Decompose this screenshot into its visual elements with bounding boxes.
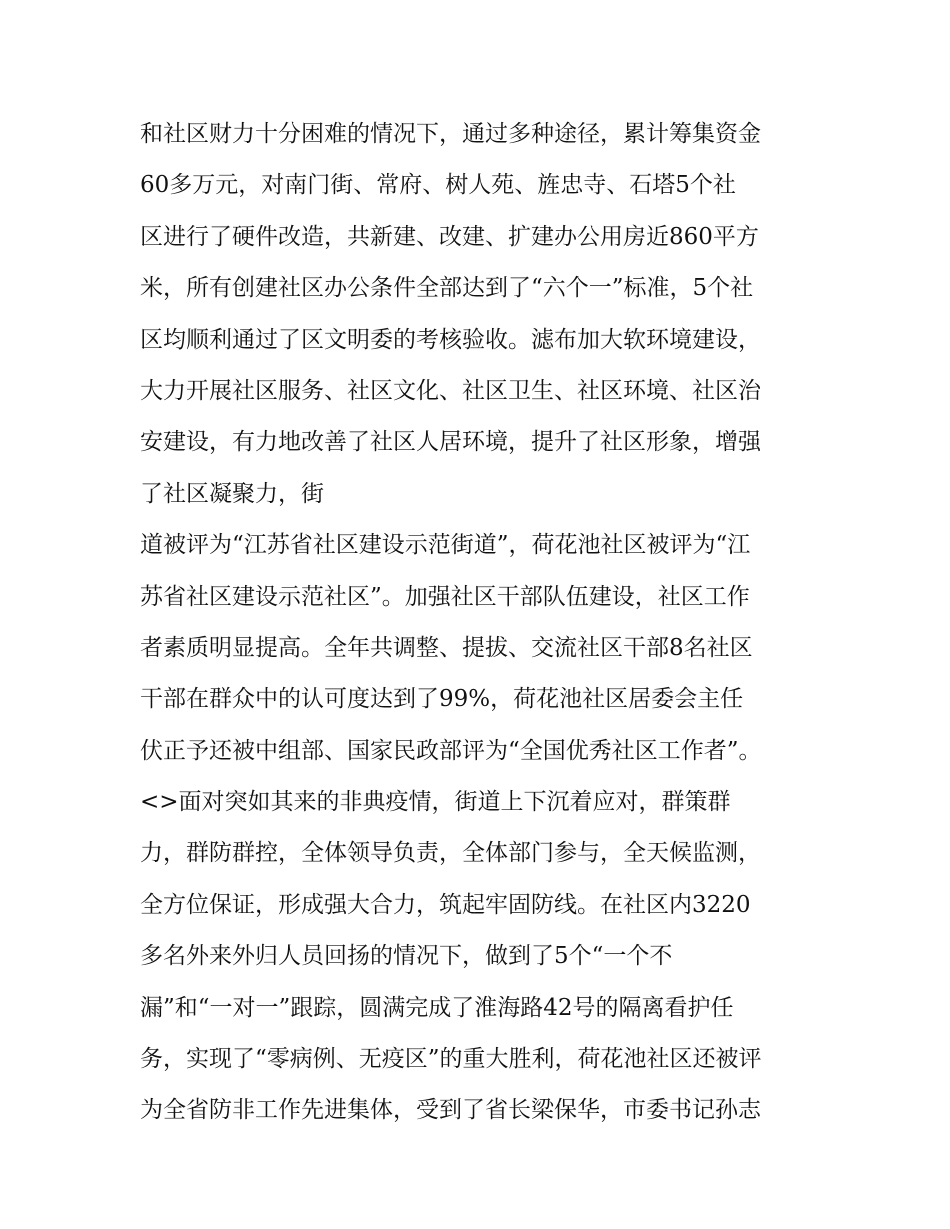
text-line: 安建设，有力地改善了社区人居环境，提升了社区形象，增强 xyxy=(140,429,761,456)
text-line: 区均顺利通过了区文明委的考核验收。滤布加大软环境建设， xyxy=(140,326,761,353)
text-line: 米，所有创建社区办公条件全部达到了“六个一”标准，5个社 xyxy=(140,275,754,302)
text-line: 多名外来外归人员回扬的情况下，做到了5个“一个不 xyxy=(140,943,673,970)
text-line: 大力开展社区服务、社区文化、社区卫生、社区环境、社区治 xyxy=(140,377,761,404)
text-line: 60多万元，对南门街、常府、树人苑、旌忠寺、石塔5个社 xyxy=(140,172,736,199)
text-line: 力，群防群控，全体领导负责，全体部门参与，全天候监测， xyxy=(140,840,761,867)
body-text xyxy=(140,109,830,1137)
text-line: 道被评为“江苏省社区建设示范街道”，荷花池社区被评为“江 xyxy=(140,532,751,559)
text-line: 漏”和“一对一”跟踪，圆满完成了淮海路42号的隔离看护任 xyxy=(140,994,734,1021)
text-line: 区进行了硬件改造，共新建、改建、扩建办公用房近860平方 xyxy=(140,223,759,250)
text-line: 务，实现了“零病例、无疫区”的重大胜利，荷花池社区还被评 xyxy=(140,1046,762,1073)
text-line: 了社区凝聚力，街 xyxy=(140,480,324,507)
text-line: <>面对突如其来的非典疫情，街道上下沉着应对，群策群 xyxy=(140,789,731,816)
text-line: 为全省防非工作先进集体，受到了省长梁保华，市委书记孙志 xyxy=(140,1097,761,1124)
text-line: 和社区财力十分困难的情况下，通过多种途径，累计筹集资金 xyxy=(140,121,761,147)
text-line: 干部在群众中的认可度达到了99%，荷花池社区居委会主任 xyxy=(140,686,744,713)
text-line: 全方位保证，形成强大合力，筑起牢固防线。在社区内3220 xyxy=(140,891,751,918)
text-line: 苏省社区建设示范社区”。加强社区干部队伍建设，社区工作 xyxy=(140,583,750,610)
text-line: 伏正予还被中组部、国家民政部评为“全国优秀社区工作者”。 xyxy=(140,737,762,764)
text-line: 者素质明显提高。全年共调整、提拔、交流社区干部8名社区 xyxy=(140,634,753,661)
